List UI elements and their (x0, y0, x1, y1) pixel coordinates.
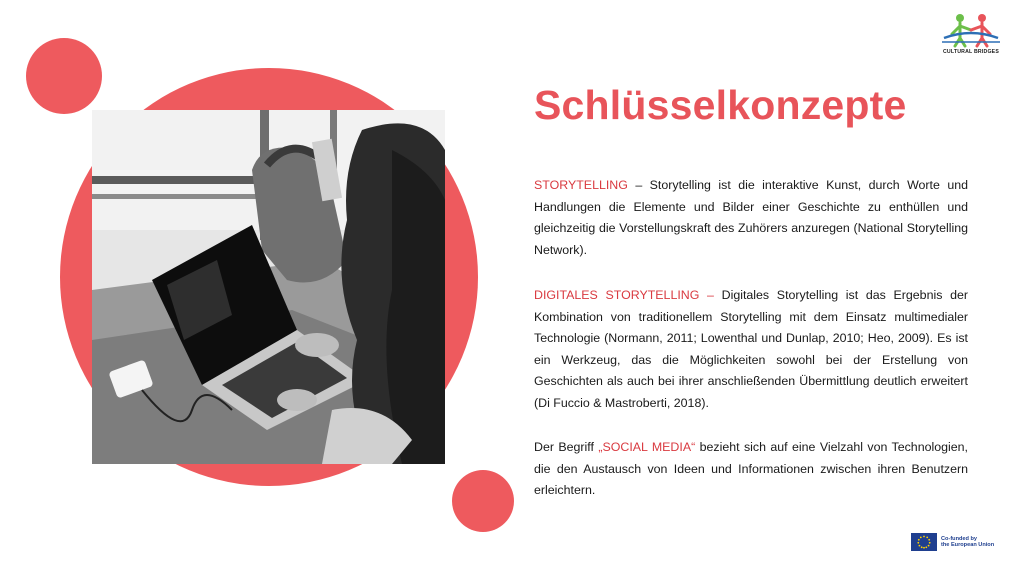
paragraph-social-media-intro: Der Begriff (534, 440, 599, 454)
paragraph-storytelling (534, 175, 968, 261)
laptop-photo (92, 110, 445, 464)
term-digital-storytelling: DIGITALES STORYTELLING – (534, 288, 714, 302)
term-storytelling: STORYTELLING (534, 178, 628, 192)
eu-badge-line2: the European Union (941, 542, 995, 548)
cultural-bridges-logo (938, 12, 1004, 64)
slide-title: Schlüsselkonzepte (534, 82, 907, 128)
term-social-media: „SOCIAL MEDIA“ (598, 440, 696, 454)
eu-badge-line1: Co-funded by (941, 535, 978, 542)
eu-badge-text (941, 536, 999, 549)
paragraph-social-media-text: bezieht sich auf eine Vielzahl von Technologien, die den Austausch von Ideen und Informationen zwischen ihren Benutzern erleichtern. (534, 440, 968, 497)
paragraph-digital-storytelling-text: Digitales Storytelling ist das Ergebnis der Kombination von traditionellem Storytelling mit dem Einsatz multimedialer Technologie (Normann, 2011; Lowenthal und Dunlap, 2010; Heo, 2009). Es ist ein Werkzeug, das die Möglichkeiten sowohl bei der Erstellung von Geschichten als auch bei ihrer anschließenden Übermittlung deutlich erweitert (Di Fuccio & Mastroberti, 2018). (534, 288, 968, 410)
decorative-circle-small-top (26, 38, 102, 114)
eu-cofunded-badge (911, 533, 999, 551)
eu-flag-icon (911, 533, 937, 551)
decorative-circle-small-bottom (452, 470, 514, 532)
paragraph-social-media (534, 437, 968, 502)
logo-text: CULTURAL BRIDGES (942, 49, 1000, 55)
paragraph-digital-storytelling (534, 285, 968, 414)
paragraph-storytelling-text: – Storytelling ist die interaktive Kunst, durch Worte und Handlungen die Elemente und Bilder einer Geschichte zu enthüllen und gleichzeitig die Vorstellungskraft des Zuhörers anzuregen (National Storytelling Network). (534, 178, 968, 257)
cultural-bridges-logo-icon (938, 12, 1004, 48)
